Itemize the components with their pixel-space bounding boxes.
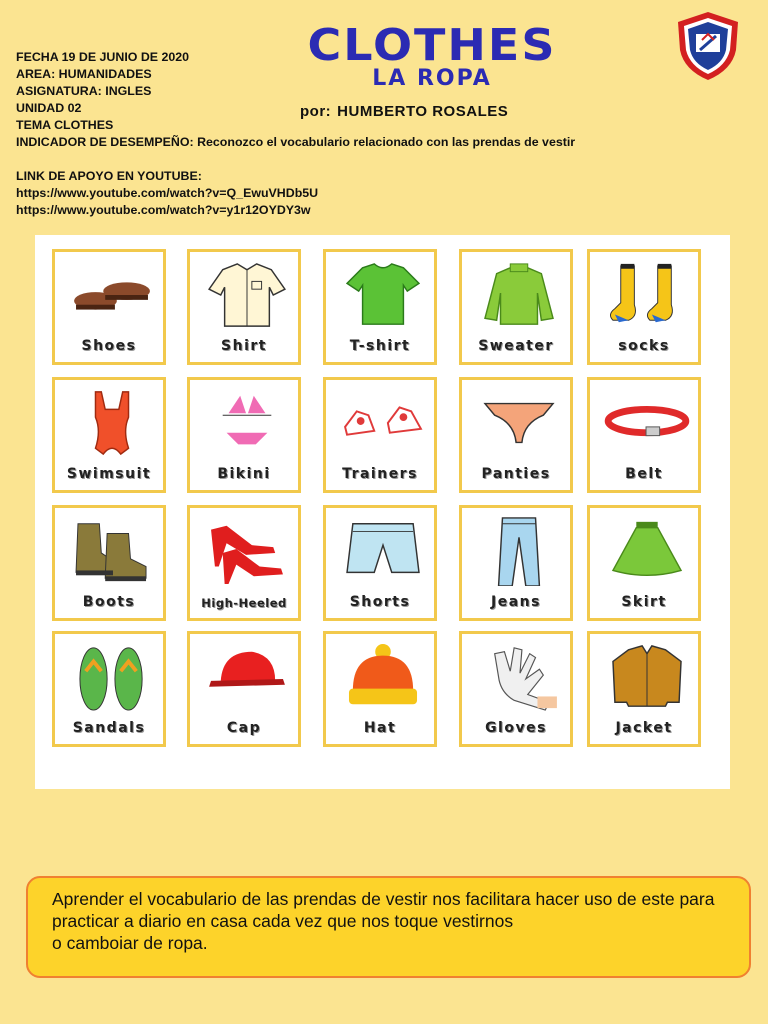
vocab-card-label: Shoes [81, 338, 137, 354]
note-box [26, 876, 751, 978]
socks-icon [602, 260, 692, 330]
jacket-icon [602, 642, 692, 712]
author-name: HUMBERTO ROSALES [337, 103, 509, 120]
vocab-card-label: High-Heeled [201, 596, 287, 610]
area-text: AREA: HUMANIDADES [16, 67, 152, 81]
vocab-card-bikini [187, 377, 301, 493]
author-line [300, 103, 508, 120]
beanie-hat-icon [338, 642, 428, 712]
links-label: LINK DE APOYO EN YOUTUBE: [16, 169, 202, 183]
vocab-card-swimsuit [52, 377, 166, 493]
indicator [16, 134, 575, 151]
shorts-icon [338, 516, 428, 586]
high-heels-icon [202, 516, 292, 586]
note-text: Aprender el vocabulario de las prendas de vestir nos facilitara hacer uso de este para practicar a diario en casa cada vez que nos toque vestirnos o camboiar de ropa. [52, 889, 715, 953]
shirt-icon [202, 260, 292, 330]
vocab-card-shoes [52, 249, 166, 365]
vocab-card-t-shirt [323, 249, 437, 365]
vocab-card-label: Bikini [217, 466, 271, 482]
vocab-card-socks [587, 249, 701, 365]
vocab-card-shirt [187, 249, 301, 365]
vocab-card-label: Gloves [485, 720, 547, 736]
youtube-link-1[interactable]: https://www.youtube.com/watch?v=Q_EwuVHDb5U [16, 186, 319, 200]
subject-text: ASIGNATURA: INGLES [16, 84, 152, 98]
vocab-card-sandals [52, 631, 166, 747]
date-text: FECHA 19 DE JUNIO DE 2020 [16, 50, 190, 64]
gloves-icon [474, 642, 564, 712]
bikini-icon [202, 388, 292, 458]
belt-icon [602, 388, 692, 458]
author-prefix: por: [300, 103, 332, 120]
vocab-card-label: Skirt [621, 594, 667, 610]
vocab-card-label: Jeans [491, 594, 541, 610]
vocab-card-label: Shirt [221, 338, 267, 354]
sweater-icon [474, 260, 564, 330]
vocab-card-hat [323, 631, 437, 747]
vocab-card-label: T-shirt [349, 338, 411, 354]
topic-text: TEMA CLOTHES [16, 118, 114, 132]
vocab-card-cap [187, 631, 301, 747]
skirt-icon [602, 516, 692, 586]
school-shield-logo [672, 10, 744, 82]
vocab-card-trainers [323, 377, 437, 493]
trainers-icon [338, 388, 428, 458]
vocab-card-label: socks [618, 338, 670, 354]
vocab-card-sweater [459, 249, 573, 365]
tshirt-icon [338, 260, 428, 330]
vocab-card-label: Swimsuit [66, 466, 152, 482]
vocab-card-jacket [587, 631, 701, 747]
vocab-card-jeans [459, 505, 573, 621]
unit-text: UNIDAD 02 [16, 101, 82, 115]
swimsuit-icon [67, 388, 157, 458]
title-block [272, 20, 592, 90]
vocab-card-label: Boots [82, 594, 136, 610]
vocab-card-boots [52, 505, 166, 621]
vocab-card-label: Hat [363, 720, 397, 736]
vocab-card-label: Panties [481, 466, 551, 482]
youtube-link-2[interactable]: https://www.youtube.com/watch?v=y1r12OYDY3w [16, 203, 311, 217]
panties-icon [474, 388, 564, 458]
vocab-card-label: Jacket [615, 720, 673, 736]
vocab-card-label: Sandals [72, 720, 146, 736]
indicator-text: Reconozco el vocabulario relacionado con las prendas de vestir [197, 135, 576, 149]
vocab-card-skirt [587, 505, 701, 621]
shoes-icon [67, 260, 157, 330]
vocab-card-label: Sweater [478, 338, 554, 354]
vocab-card-shorts [323, 505, 437, 621]
vocabulary-card-sheet [35, 235, 730, 789]
sandals-icon [67, 642, 157, 712]
vocab-card-label: Trainers [342, 466, 418, 482]
vocab-card-label: Cap [226, 720, 262, 736]
vocab-card-label: Belt [625, 466, 663, 482]
cap-icon [202, 642, 292, 712]
indicator-label: INDICADOR DE DESEMPEÑO: [16, 135, 194, 149]
vocab-card-panties [459, 377, 573, 493]
page-title: CLOTHES [307, 19, 557, 71]
boots-icon [67, 516, 157, 586]
vocab-card-gloves [459, 631, 573, 747]
vocab-card-high-heeled [187, 505, 301, 621]
vocab-card-label: Shorts [349, 594, 411, 610]
jeans-icon [474, 516, 564, 586]
vocab-card-belt [587, 377, 701, 493]
page-subtitle: LA ROPA [372, 66, 492, 91]
